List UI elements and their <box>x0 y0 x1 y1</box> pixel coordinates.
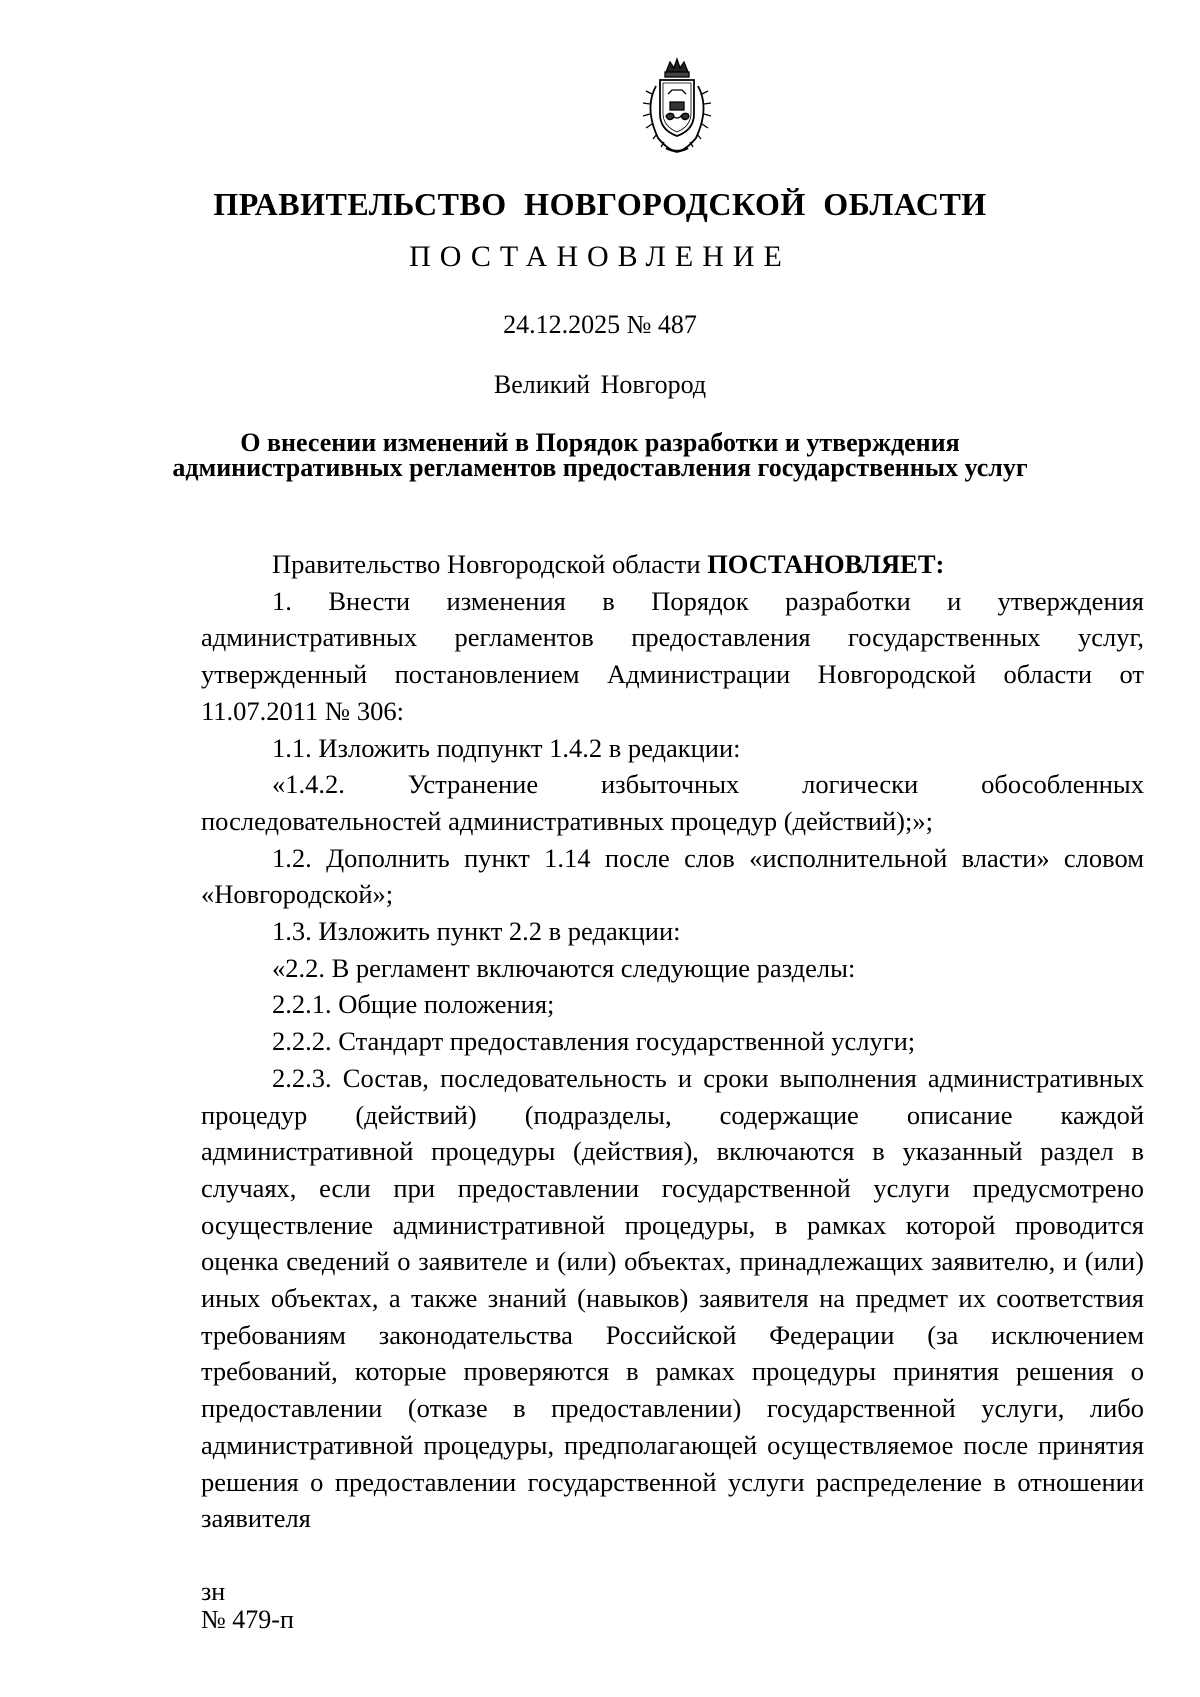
government-name: ПРАВИТЕЛЬСТВО НОВГОРОДСКОЙ ОБЛАСТИ <box>213 186 987 222</box>
paragraph-2-2-3: 2.2.3. Состав, последовательность и сроки выполнения административных процедур (действий) (подразделы, содержащие описание каждой административной процедуры (действия), включаются в указанный раздел в случаях, если при предоставлении государственной услуги предусмотрено осуществление административной процедуры, в рамках которой проводится оценка сведений о заявителе и (или) объектах, принадлежащих заявителю, и (или) иных объектах, а также знаний (навыков) заявителя на предмет их соответствия требованиям законодательства Российской Федерации (за исключением требований, которые проверяются в рамках процедуры принятия решения о предоставлении (отказе в предоставлении) государственной услуги, либо административной процедуры, предполагающей осуществляемое после принятия решения о предоставлении государственной услуги распределение в отношении заявителя <box>201 1062 1144 1534</box>
preamble-text: Правительство Новгородской области <box>272 549 708 579</box>
paragraph-2-2-2: 2.2.2. Стандарт предоставления государственной услуги; <box>272 1026 916 1057</box>
paragraph-2-2-1: 2.2.1. Общие положения; <box>272 989 555 1020</box>
paragraph-2-2-quote: «2.2. В регламент включаются следующие разделы: <box>272 952 856 983</box>
document-body <box>201 546 1144 1537</box>
document-subject: О внесении изменений в Порядок разработки и утверждения административных регламентов предоставления государственных услуг <box>172 428 1028 482</box>
paragraph-1-4-2-quote: «1.4.2. Устранение избыточных логически обособленных последовательностей административных процедур (действий);»; <box>201 769 1144 836</box>
preamble-decree-word: ПОСТАНОВЛЯЕТ: <box>707 549 945 579</box>
document-type: ПОСТАНОВЛЕНИЕ <box>409 240 791 273</box>
coat-of-arms-icon <box>630 56 724 156</box>
footer-reference-number: № 479-п <box>201 1605 294 1634</box>
paragraph-1: 1. Внести изменения в Порядок разработки и утверждения административных регламентов предоставления государственных услуг, утвержденный постановлением Администрации Новгородской области от 11.07.2011 № 306: <box>201 585 1144 726</box>
document-date-number: 24.12.2025 № 487 <box>503 310 697 339</box>
document-city: Великий Новгород <box>493 370 707 399</box>
preamble <box>201 546 1144 583</box>
footer-initials: зн <box>201 1577 226 1606</box>
paragraph-1-3: 1.3. Изложить пункт 2.2 в редакции: <box>272 916 681 947</box>
paragraph-1-2: 1.2. Дополнить пункт 1.14 после слов «исполнительной власти» словом «Новгородской»; <box>201 842 1144 910</box>
paragraph-1-1: 1.1. Изложить подпункт 1.4.2 в редакции: <box>272 732 741 763</box>
footer <box>201 1578 294 1634</box>
